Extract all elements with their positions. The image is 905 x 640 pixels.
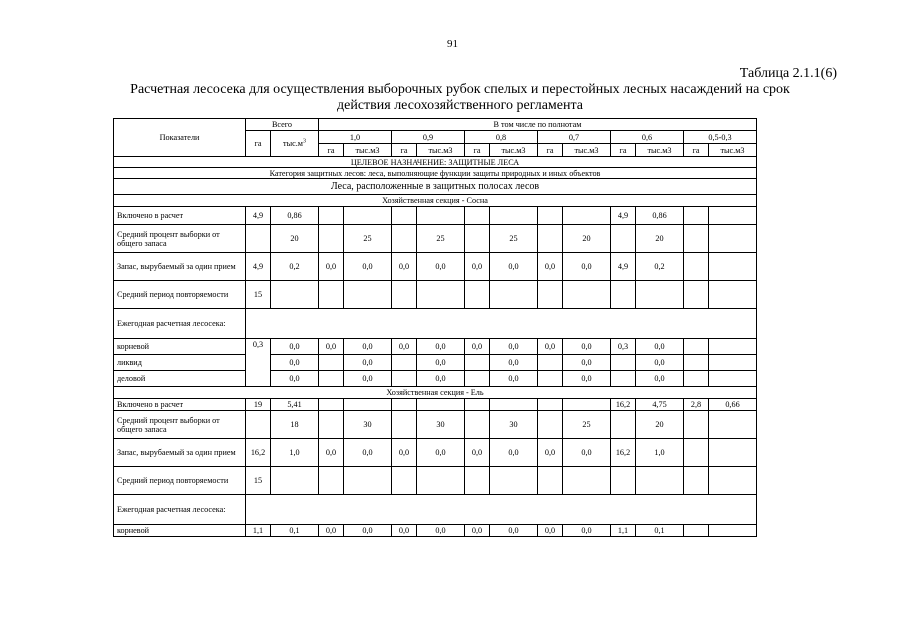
sosna-sredniy-procent-cell (246, 225, 271, 253)
table-label: Таблица 2.1.1(6) (739, 66, 837, 81)
sosna-delovoy-cell: 0,0 (563, 371, 611, 387)
sosna-zapas-cell: 0,0 (465, 253, 490, 281)
el-sredniy-period-cell (271, 467, 319, 495)
sosna-sredniy-period-cell (465, 281, 490, 309)
el-vklyucheno-cell (392, 399, 417, 411)
header-sub-ga: га (319, 144, 344, 157)
header-sub-ga: га (465, 144, 490, 157)
sosna-sredniy-procent-cell: 20 (563, 225, 611, 253)
el-sredniy-procent-cell: 30 (344, 411, 392, 439)
row-label-kornevoy: корневой (114, 339, 246, 355)
section-kategoriya: Категория защитных лесов: леса, выполняющие функции защиты природных и иных объектов (114, 168, 757, 179)
sosna-kornevoy-cell: 0,0 (344, 339, 392, 355)
el-zapas-cell: 0,0 (392, 439, 417, 467)
row-label-sredniy-period: Средний период повторяемости (114, 467, 246, 495)
header-sub-ga: га (538, 144, 563, 157)
lesoseka-table (113, 118, 757, 537)
sosna-delovoy-cell (684, 371, 709, 387)
row-label-zapas: Запас, вырубаемый за один прием (114, 439, 246, 467)
el-kornevoy-cell (709, 525, 757, 537)
sosna-sredniy-period-cell (319, 281, 344, 309)
sosna-vklyucheno-cell (344, 207, 392, 225)
el-sredniy-period-cell (709, 467, 757, 495)
sosna-zapas-cell: 0,0 (319, 253, 344, 281)
sosna-vklyucheno-cell (490, 207, 538, 225)
sosna-kornevoy-cell (709, 339, 757, 355)
sosna-likvid-cell: 0,0 (636, 355, 684, 371)
row-label-kornevoy: корневой (114, 525, 246, 537)
el-zapas-cell: 1,0 (636, 439, 684, 467)
sosna-sredniy-procent-cell: 20 (271, 225, 319, 253)
sosna-kornevoy-cell: 0,0 (490, 339, 538, 355)
sosna-sredniy-procent-cell: 25 (344, 225, 392, 253)
empty-cell (246, 309, 757, 339)
sosna-kornevoy-cell: 0,0 (563, 339, 611, 355)
sosna-delovoy-cell: 0,0 (344, 371, 392, 387)
sosna-delovoy-cell: 0,0 (490, 371, 538, 387)
el-zapas-cell: 0,0 (538, 439, 563, 467)
el-kornevoy-cell: 0,0 (490, 525, 538, 537)
sosna-zapas-cell: 4,9 (246, 253, 271, 281)
el-vklyucheno-cell: 16,2 (611, 399, 636, 411)
sosna-likvid-cell: 0,0 (344, 355, 392, 371)
header-sub-ga: га (611, 144, 636, 157)
sosna-sredniy-period-cell (709, 281, 757, 309)
el-vklyucheno-cell: 4,75 (636, 399, 684, 411)
sosna-likvid-cell: 0,0 (563, 355, 611, 371)
sosna-delovoy-cell: 0,0 (417, 371, 465, 387)
el-vklyucheno-cell: 19 (246, 399, 271, 411)
sosna-sredniy-period-cell (271, 281, 319, 309)
row-label-likvid: ликвид (114, 355, 246, 371)
sosna-delovoy-cell: 0,0 (271, 371, 319, 387)
sosna-sredniy-period-cell (417, 281, 465, 309)
section-sosna: Хозяйственная секция - Сосна (114, 195, 757, 207)
sosna-vklyucheno-cell (392, 207, 417, 225)
title-line-2: действия лесохозяйственного регламента (336, 98, 583, 113)
el-sredniy-procent-cell (611, 411, 636, 439)
el-sredniy-procent-cell: 20 (636, 411, 684, 439)
sosna-zapas-cell: 0,0 (417, 253, 465, 281)
el-sredniy-procent-cell: 30 (490, 411, 538, 439)
el-sredniy-period-cell (392, 467, 417, 495)
sosna-vklyucheno-cell: 0,86 (271, 207, 319, 225)
row-label-sredniy-period: Средний период повторяемости (114, 281, 246, 309)
row-label-vklyucheno: Включено в расчет (114, 207, 246, 225)
el-vklyucheno-cell (563, 399, 611, 411)
el-zapas-cell (684, 439, 709, 467)
el-sredniy-period-cell (465, 467, 490, 495)
section-el: Хозяйственная секция - Ель (114, 387, 757, 399)
sosna-ezh-ga-cell: 0,3 (246, 339, 271, 387)
header-polnota-5: 0,6 (611, 131, 684, 144)
row-label-zapas: Запас, вырубаемый за один прием (114, 253, 246, 281)
el-sredniy-period-cell (563, 467, 611, 495)
sosna-zapas-cell: 0,0 (344, 253, 392, 281)
sosna-sredniy-period-cell (392, 281, 417, 309)
el-kornevoy-cell: 1,1 (611, 525, 636, 537)
sosna-kornevoy-cell: 0,0 (271, 339, 319, 355)
header-vsego-tys-sup: 3 (302, 138, 306, 145)
title-line-1: Расчетная лесосека для осуществления выборочных рубок спелых и перестойных лесных насаждений на срок (130, 82, 790, 97)
header-sub-tys: тыс.м3 (709, 144, 757, 157)
sosna-zapas-cell: 0,2 (271, 253, 319, 281)
sosna-delovoy-cell: 0,0 (636, 371, 684, 387)
el-kornevoy-cell (684, 525, 709, 537)
el-sredniy-procent-cell: 30 (417, 411, 465, 439)
el-kornevoy-cell: 0,0 (417, 525, 465, 537)
el-vklyucheno-cell (344, 399, 392, 411)
el-zapas-cell: 16,2 (246, 439, 271, 467)
sosna-kornevoy-cell: 0,0 (538, 339, 563, 355)
sosna-vklyucheno-cell (319, 207, 344, 225)
el-kornevoy-cell: 0,0 (392, 525, 417, 537)
el-vklyucheno-cell: 0,66 (709, 399, 757, 411)
sosna-kornevoy-cell: 0,0 (465, 339, 490, 355)
sosna-sredniy-procent-cell (319, 225, 344, 253)
el-sredniy-procent-cell (538, 411, 563, 439)
sosna-zapas-cell: 0,0 (538, 253, 563, 281)
el-sredniy-procent-cell (246, 411, 271, 439)
row-label-ezhegodnaya: Ежегодная расчетная лесосека: (114, 495, 246, 525)
el-sredniy-period-cell: 15 (246, 467, 271, 495)
header-sub-ga: га (392, 144, 417, 157)
sosna-sredniy-procent-cell (392, 225, 417, 253)
el-vklyucheno-cell (319, 399, 344, 411)
sosna-sredniy-period-cell (636, 281, 684, 309)
sosna-kornevoy-cell: 0,0 (636, 339, 684, 355)
row-label-sredniy-procent: Средний процент выборки от общего запаса (114, 225, 246, 253)
el-zapas-cell (709, 439, 757, 467)
header-polnota-6: 0,5-0,3 (684, 131, 757, 144)
header-vsego-tys-text: тыс.м (283, 139, 303, 148)
sosna-delovoy-cell (319, 371, 344, 387)
sosna-likvid-cell: 0,0 (417, 355, 465, 371)
sosna-sredniy-procent-cell (538, 225, 563, 253)
sosna-vklyucheno-cell: 4,9 (611, 207, 636, 225)
sosna-sredniy-procent-cell: 25 (417, 225, 465, 253)
sosna-vklyucheno-cell: 0,86 (636, 207, 684, 225)
el-kornevoy-cell: 0,1 (636, 525, 684, 537)
sosna-sredniy-procent-cell (611, 225, 636, 253)
sosna-sredniy-period-cell (538, 281, 563, 309)
sosna-likvid-cell (465, 355, 490, 371)
el-sredniy-procent-cell (465, 411, 490, 439)
document-title (100, 82, 820, 114)
el-zapas-cell: 1,0 (271, 439, 319, 467)
sosna-vklyucheno-cell (538, 207, 563, 225)
header-v-tom-chisle: В том числе по полнотам (319, 119, 757, 131)
header-sub-ga: га (684, 144, 709, 157)
sosna-sredniy-procent-cell: 20 (636, 225, 684, 253)
el-kornevoy-cell: 0,0 (538, 525, 563, 537)
sosna-zapas-cell: 0,0 (392, 253, 417, 281)
row-label-delovoy: деловой (114, 371, 246, 387)
sosna-sredniy-period-cell (611, 281, 636, 309)
header-polnota-1: 1,0 (319, 131, 392, 144)
sosna-delovoy-cell (392, 371, 417, 387)
sosna-delovoy-cell (465, 371, 490, 387)
sosna-vklyucheno-cell (684, 207, 709, 225)
sosna-sredniy-period-cell (490, 281, 538, 309)
sosna-likvid-cell (709, 355, 757, 371)
el-vklyucheno-cell: 2,8 (684, 399, 709, 411)
el-kornevoy-cell: 0,0 (563, 525, 611, 537)
sosna-sredniy-procent-cell: 25 (490, 225, 538, 253)
header-vsego-ga: га (246, 131, 271, 157)
row-label-vklyucheno: Включено в расчет (114, 399, 246, 411)
section-lesa: Леса, расположенные в защитных полосах лесов (114, 179, 757, 195)
sosna-sredniy-period-cell (344, 281, 392, 309)
sosna-vklyucheno-cell (563, 207, 611, 225)
el-vklyucheno-cell (490, 399, 538, 411)
section-naznachenie: ЦЕЛЕВОЕ НАЗНАЧЕНИЕ: ЗАЩИТНЫЕ ЛЕСА (114, 157, 757, 168)
sosna-likvid-cell (538, 355, 563, 371)
sosna-zapas-cell: 0,2 (636, 253, 684, 281)
el-kornevoy-cell: 0,1 (271, 525, 319, 537)
sosna-likvid-cell (611, 355, 636, 371)
el-zapas-cell: 0,0 (465, 439, 490, 467)
sosna-likvid-cell (319, 355, 344, 371)
el-sredniy-period-cell (319, 467, 344, 495)
el-sredniy-procent-cell (392, 411, 417, 439)
el-zapas-cell: 16,2 (611, 439, 636, 467)
sosna-likvid-cell: 0,0 (490, 355, 538, 371)
sosna-zapas-cell: 0,0 (563, 253, 611, 281)
el-sredniy-procent-cell: 25 (563, 411, 611, 439)
sosna-kornevoy-cell (684, 339, 709, 355)
sosna-likvid-cell (392, 355, 417, 371)
sosna-kornevoy-cell: 0,3 (611, 339, 636, 355)
el-sredniy-period-cell (490, 467, 538, 495)
el-zapas-cell: 0,0 (490, 439, 538, 467)
el-sredniy-period-cell (538, 467, 563, 495)
el-vklyucheno-cell (417, 399, 465, 411)
el-sredniy-procent-cell (709, 411, 757, 439)
sosna-likvid-cell (684, 355, 709, 371)
sosna-zapas-cell: 4,9 (611, 253, 636, 281)
el-vklyucheno-cell (538, 399, 563, 411)
sosna-vklyucheno-cell (417, 207, 465, 225)
sosna-sredniy-procent-cell (465, 225, 490, 253)
header-polnota-2: 0,9 (392, 131, 465, 144)
header-pokazateli: Показатели (114, 119, 246, 157)
header-sub-tys: тыс.м3 (417, 144, 465, 157)
sosna-kornevoy-cell: 0,0 (392, 339, 417, 355)
el-sredniy-procent-cell (684, 411, 709, 439)
header-vsego: Всего (246, 119, 319, 131)
el-zapas-cell: 0,0 (563, 439, 611, 467)
sosna-kornevoy-cell: 0,0 (319, 339, 344, 355)
sosna-sredniy-procent-cell (684, 225, 709, 253)
sosna-sredniy-period-cell: 15 (246, 281, 271, 309)
sosna-zapas-cell: 0,0 (490, 253, 538, 281)
el-kornevoy-cell: 0,0 (465, 525, 490, 537)
el-kornevoy-cell: 0,0 (344, 525, 392, 537)
el-sredniy-period-cell (344, 467, 392, 495)
el-sredniy-procent-cell: 18 (271, 411, 319, 439)
sosna-delovoy-cell (538, 371, 563, 387)
header-sub-tys: тыс.м3 (636, 144, 684, 157)
header-sub-tys: тыс.м3 (563, 144, 611, 157)
sosna-sredniy-period-cell (563, 281, 611, 309)
row-label-sredniy-procent: Средний процент выборки от общего запаса (114, 411, 246, 439)
el-sredniy-period-cell (611, 467, 636, 495)
header-vsego-tys (271, 131, 319, 157)
sosna-zapas-cell (684, 253, 709, 281)
el-kornevoy-cell: 1,1 (246, 525, 271, 537)
el-zapas-cell: 0,0 (417, 439, 465, 467)
sosna-delovoy-cell (611, 371, 636, 387)
el-sredniy-period-cell (417, 467, 465, 495)
sosna-vklyucheno-cell (465, 207, 490, 225)
el-sredniy-period-cell (636, 467, 684, 495)
header-polnota-3: 0,8 (465, 131, 538, 144)
header-sub-tys: тыс.м3 (344, 144, 392, 157)
sosna-likvid-cell: 0,0 (271, 355, 319, 371)
sosna-vklyucheno-cell (709, 207, 757, 225)
el-sredniy-procent-cell (319, 411, 344, 439)
row-label-ezhegodnaya: Ежегодная расчетная лесосека: (114, 309, 246, 339)
sosna-vklyucheno-cell: 4,9 (246, 207, 271, 225)
el-zapas-cell: 0,0 (344, 439, 392, 467)
sosna-sredniy-period-cell (684, 281, 709, 309)
el-vklyucheno-cell (465, 399, 490, 411)
page-number: 91 (447, 38, 458, 50)
sosna-sredniy-procent-cell (709, 225, 757, 253)
sosna-zapas-cell (709, 253, 757, 281)
header-sub-tys: тыс.м3 (490, 144, 538, 157)
empty-cell (246, 495, 757, 525)
el-kornevoy-cell: 0,0 (319, 525, 344, 537)
el-vklyucheno-cell: 5,41 (271, 399, 319, 411)
el-zapas-cell: 0,0 (319, 439, 344, 467)
header-polnota-4: 0,7 (538, 131, 611, 144)
el-sredniy-period-cell (684, 467, 709, 495)
sosna-delovoy-cell (709, 371, 757, 387)
sosna-kornevoy-cell: 0,0 (417, 339, 465, 355)
